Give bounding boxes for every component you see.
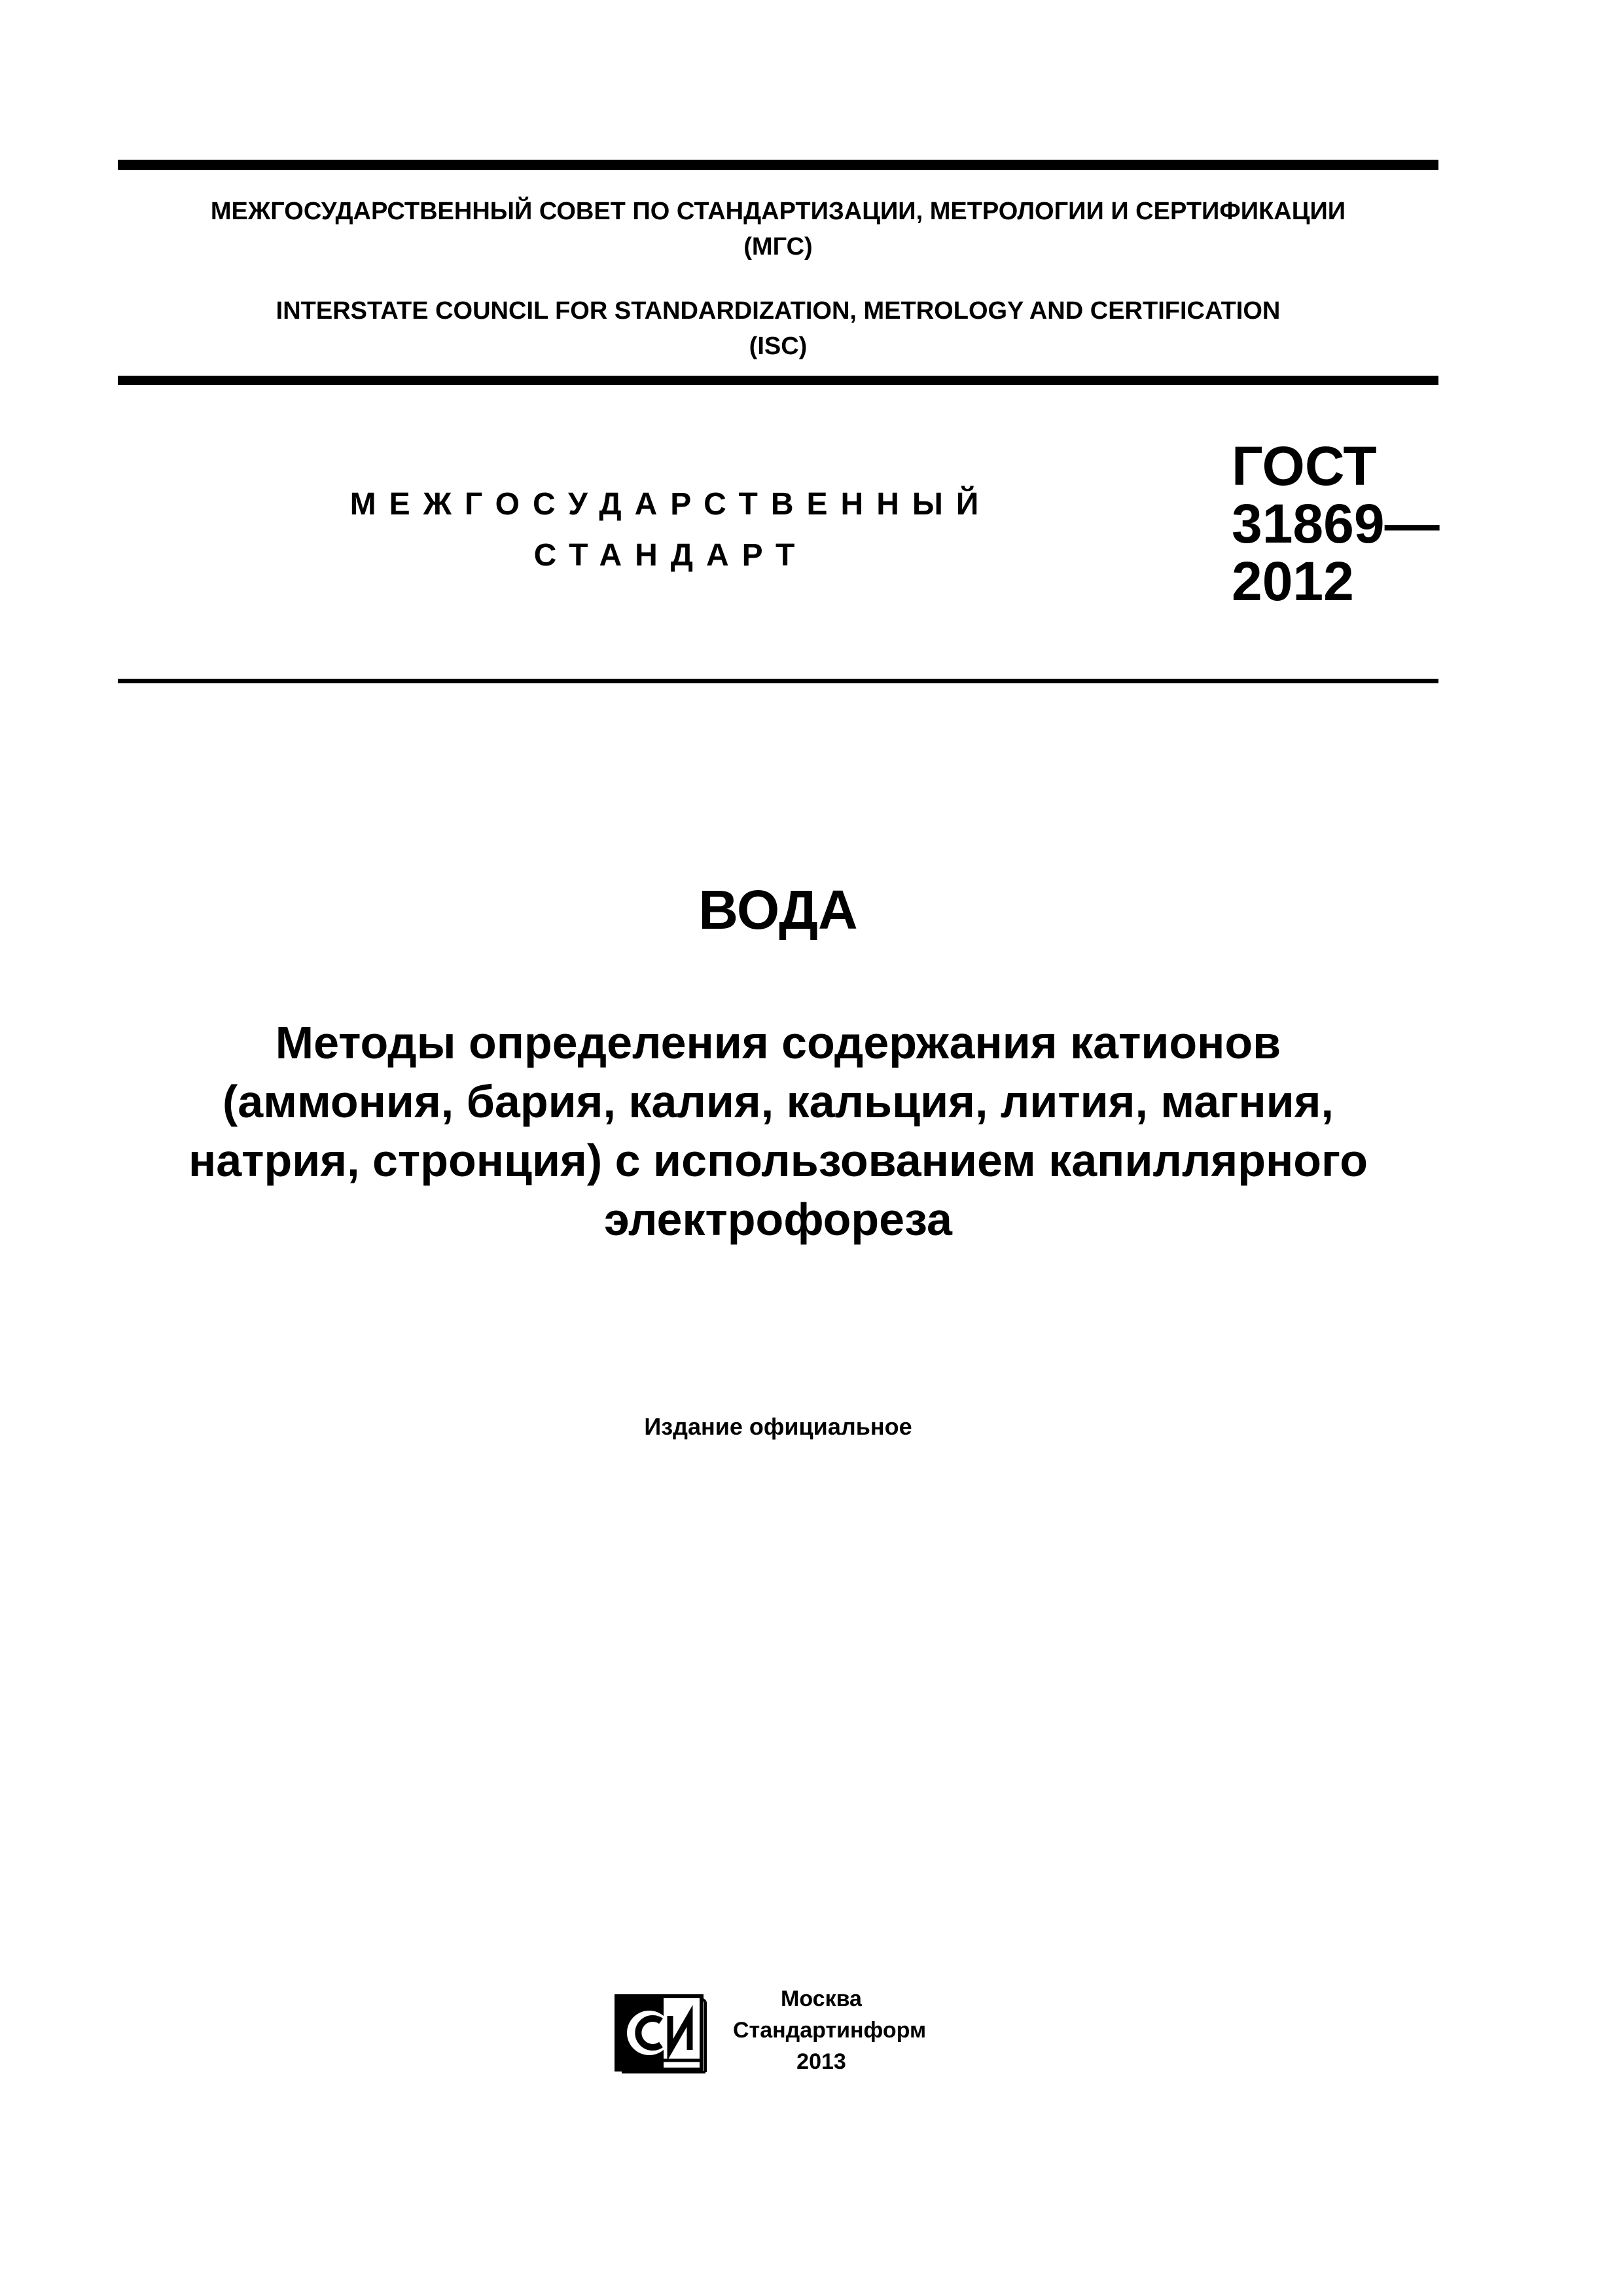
council-abbr-en: (ISC) xyxy=(749,332,808,360)
document-subtitle-line: натрия, стронция) с использованием капиллярного xyxy=(188,1135,1368,1186)
standard-code xyxy=(1232,437,1440,610)
middle-rule xyxy=(118,376,1438,385)
standard-code-year: 2012 xyxy=(1232,550,1354,612)
standard-code-prefix: ГОСТ xyxy=(1232,435,1377,497)
document-subtitle xyxy=(105,1013,1452,1249)
document-subtitle-line: Методы определения содержания катионов xyxy=(275,1017,1281,1068)
council-abbr-ru: (МГС) xyxy=(743,233,813,260)
council-name-en-line: INTERSTATE COUNCIL FOR STANDARDIZATION, METROLOGY AND CERTIFICATION xyxy=(276,297,1281,325)
council-name-ru-line: МЕЖГОСУДАРСТВЕННЫЙ СОВЕТ ПО СТАНДАРТИЗАЦИИ, МЕТРОЛОГИИ И СЕРТИФИКАЦИИ xyxy=(210,198,1346,225)
document-subtitle-line: (аммония, бария, калия, кальция, лития, магния, xyxy=(223,1076,1334,1127)
council-name-en xyxy=(118,293,1438,364)
publisher-year: 2013 xyxy=(796,2049,846,2074)
standard-kind xyxy=(340,479,1001,581)
edition-note: Издание официальное xyxy=(644,1413,912,1440)
publisher-info xyxy=(733,1983,927,2077)
standartinform-logo-icon xyxy=(613,1992,709,2075)
publisher-name: Стандартинформ xyxy=(733,2018,927,2043)
standard-code-number: 31869— xyxy=(1232,493,1440,554)
top-rule xyxy=(118,160,1438,170)
bottom-rule xyxy=(118,679,1438,683)
standard-kind-line1: МЕЖГОСУДАРСТВЕННЫЙ xyxy=(349,487,992,522)
document-subtitle-line: электрофореза xyxy=(604,1194,952,1245)
document-title: ВОДА xyxy=(698,879,858,941)
publisher-city: Москва xyxy=(781,1986,862,2011)
standard-kind-line2: СТАНДАРТ xyxy=(533,538,808,573)
council-name-ru xyxy=(118,194,1438,264)
